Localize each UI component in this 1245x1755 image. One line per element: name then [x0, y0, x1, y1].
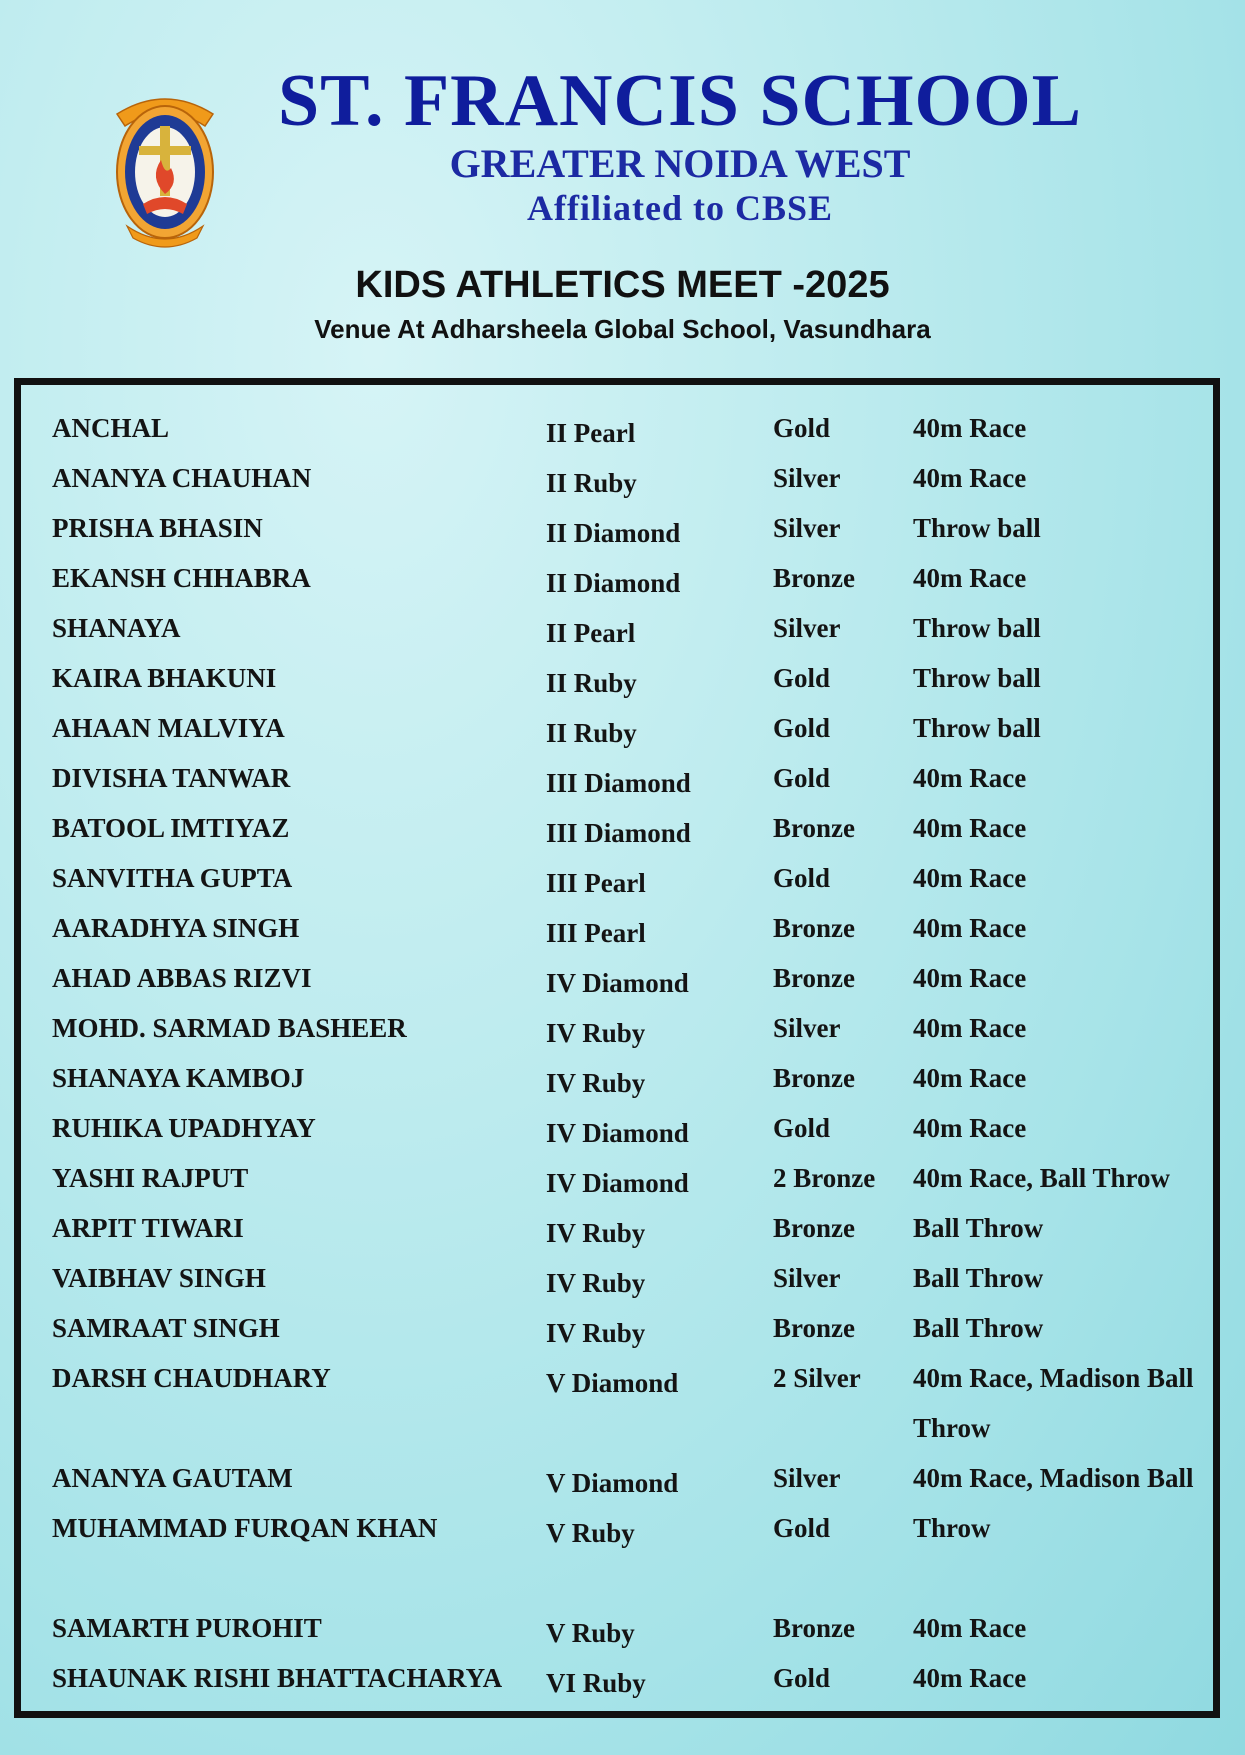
- medal: Silver: [773, 1463, 841, 1493]
- event-name: 40m Race: [913, 1013, 1027, 1043]
- event-name: 40m Race: [913, 863, 1027, 893]
- student-name: DARSH CHAUDHARY: [52, 1363, 331, 1393]
- student-class: III Diamond: [546, 768, 691, 798]
- medal: Bronze: [773, 1613, 855, 1643]
- medal: Bronze: [773, 1313, 855, 1343]
- student-name: EKANSH CHHABRA: [52, 563, 311, 593]
- result-row: [21, 615, 1213, 665]
- event-name: 40m Race, Madison Ball: [913, 1463, 1194, 1493]
- medal: Gold: [773, 413, 831, 443]
- student-class: IV Diamond: [546, 1168, 689, 1198]
- event-name: 40m Race: [913, 563, 1027, 593]
- student-name: MUHAMMAD FURQAN KHAN: [52, 1513, 438, 1543]
- student-class: V Ruby: [546, 1518, 635, 1548]
- student-name: SAMARTH PUROHIT: [52, 1613, 322, 1643]
- event-name: 40m Race: [913, 813, 1027, 843]
- result-row: [21, 515, 1213, 565]
- event-name: 40m Race, Ball Throw: [913, 1163, 1171, 1193]
- student-class: V Diamond: [546, 1468, 679, 1498]
- medal: Gold: [773, 663, 831, 693]
- student-name: MOHD. SARMAD BASHEER: [52, 1013, 407, 1043]
- student-class: IV Ruby: [546, 1268, 646, 1298]
- result-row: [21, 765, 1213, 815]
- medal: Silver: [773, 1263, 841, 1293]
- result-row: [21, 865, 1213, 915]
- event-name: 40m Race: [913, 463, 1027, 493]
- student-name: AARADHYA SINGH: [52, 913, 300, 943]
- student-class: III Diamond: [546, 818, 691, 848]
- student-class: II Ruby: [546, 468, 637, 498]
- result-row: [21, 915, 1213, 965]
- result-row: [21, 1065, 1213, 1115]
- event-name: 40m Race, Madison Ball: [913, 1363, 1194, 1393]
- medal: Gold: [773, 713, 831, 743]
- student-name: AHAAN MALVIYA: [52, 713, 285, 743]
- medal: Bronze: [773, 813, 855, 843]
- student-class: IV Ruby: [546, 1218, 646, 1248]
- event-name: Throw: [913, 1513, 991, 1543]
- student-class: V Diamond: [546, 1368, 679, 1398]
- event-name: 40m Race: [913, 1663, 1027, 1693]
- result-row: [21, 565, 1213, 615]
- student-name: ANANYA CHAUHAN: [52, 463, 312, 493]
- results-list: [14, 378, 1220, 1718]
- student-name: ANANYA GAUTAM: [52, 1463, 293, 1493]
- student-class: II Pearl: [546, 418, 636, 448]
- result-row: [21, 665, 1213, 715]
- event-name: Ball Throw: [913, 1213, 1044, 1243]
- event-name: Ball Throw: [913, 1313, 1044, 1343]
- student-name: SANVITHA GUPTA: [52, 863, 293, 893]
- result-row: [21, 1363, 1213, 1443]
- student-class: IV Diamond: [546, 968, 689, 998]
- student-name: SHAUNAK RISHI BHATTACHARYA: [52, 1663, 503, 1693]
- student-class: II Diamond: [546, 568, 681, 598]
- event-venue: Venue At Adharsheela Global School, Vasundhara: [314, 314, 931, 344]
- medal: Gold: [773, 1513, 831, 1543]
- student-class: III Pearl: [546, 918, 646, 948]
- result-row: [21, 415, 1213, 465]
- result-row: [21, 465, 1213, 515]
- medal: Bronze: [773, 913, 855, 943]
- school-name: ST. FRANCIS SCHOOL: [277, 60, 1083, 142]
- event-name: Ball Throw: [913, 1263, 1044, 1293]
- student-class: IV Ruby: [546, 1318, 646, 1348]
- event-name-continued: Throw: [913, 1413, 991, 1443]
- student-class: II Diamond: [546, 518, 681, 548]
- result-row: [21, 1515, 1213, 1565]
- result-row: [21, 1165, 1213, 1215]
- student-class: VI Ruby: [546, 1668, 646, 1698]
- school-location: GREATER NOIDA WEST: [449, 141, 911, 186]
- medal: Gold: [773, 1663, 831, 1693]
- medal: 2 Silver: [773, 1363, 861, 1393]
- student-class: III Pearl: [546, 868, 646, 898]
- medal: Silver: [773, 513, 841, 543]
- student-class: II Pearl: [546, 618, 636, 648]
- result-row: [21, 1615, 1213, 1665]
- medal: Bronze: [773, 563, 855, 593]
- medal: 2 Bronze: [773, 1163, 876, 1193]
- student-name: ANCHAL: [52, 413, 170, 443]
- event-name: Throw ball: [913, 663, 1041, 693]
- result-row: [21, 1015, 1213, 1065]
- student-name: KAIRA BHAKUNI: [52, 663, 277, 693]
- event-name: 40m Race: [913, 1613, 1027, 1643]
- event-name: Throw ball: [913, 613, 1041, 643]
- student-class: IV Ruby: [546, 1018, 646, 1048]
- result-row: [21, 715, 1213, 765]
- result-row: [21, 1115, 1213, 1165]
- event-title: KIDS ATHLETICS MEET -2025: [355, 264, 890, 306]
- student-class: IV Diamond: [546, 1118, 689, 1148]
- student-name: ARPIT TIWARI: [52, 1213, 244, 1243]
- event-name: 40m Race: [913, 1063, 1027, 1093]
- student-name: RUHIKA UPADHYAY: [52, 1113, 316, 1143]
- medal: Gold: [773, 1113, 831, 1143]
- event-name: 40m Race: [913, 413, 1027, 443]
- student-class: II Ruby: [546, 668, 637, 698]
- event-name: Throw ball: [913, 513, 1041, 543]
- event-name: 40m Race: [913, 763, 1027, 793]
- result-row: [21, 1265, 1213, 1315]
- student-class: IV Ruby: [546, 1068, 646, 1098]
- medal: Silver: [773, 1013, 841, 1043]
- student-class: V Ruby: [546, 1618, 635, 1648]
- medal: Bronze: [773, 963, 855, 993]
- medal: Bronze: [773, 1213, 855, 1243]
- medal: Gold: [773, 863, 831, 893]
- student-name: AHAD ABBAS RIZVI: [52, 963, 312, 993]
- student-name: PRISHA BHASIN: [52, 513, 263, 543]
- result-row: [21, 815, 1213, 865]
- school-affiliation: Affiliated to CBSE: [527, 188, 833, 228]
- event-name: 40m Race: [913, 963, 1027, 993]
- student-name: SHANAYA: [52, 613, 181, 643]
- result-row: [21, 1215, 1213, 1265]
- result-row: [21, 1315, 1213, 1365]
- event-name: 40m Race: [913, 913, 1027, 943]
- student-name: DIVISHA TANWAR: [52, 763, 291, 793]
- medal: Silver: [773, 463, 841, 493]
- medal: Silver: [773, 613, 841, 643]
- result-row: [21, 1665, 1213, 1715]
- event-name: 40m Race: [913, 1113, 1027, 1143]
- result-row: [21, 1465, 1213, 1515]
- medal: Bronze: [773, 1063, 855, 1093]
- student-name: SAMRAAT SINGH: [52, 1313, 280, 1343]
- student-class: II Ruby: [546, 718, 637, 748]
- result-row: [21, 965, 1213, 1015]
- student-name: BATOOL IMTIYAZ: [52, 813, 290, 843]
- event-name: Throw ball: [913, 713, 1041, 743]
- student-name: YASHI RAJPUT: [52, 1163, 249, 1193]
- student-name: VAIBHAV SINGH: [52, 1263, 266, 1293]
- medal: Gold: [773, 763, 831, 793]
- student-name: SHANAYA KAMBOJ: [52, 1063, 305, 1093]
